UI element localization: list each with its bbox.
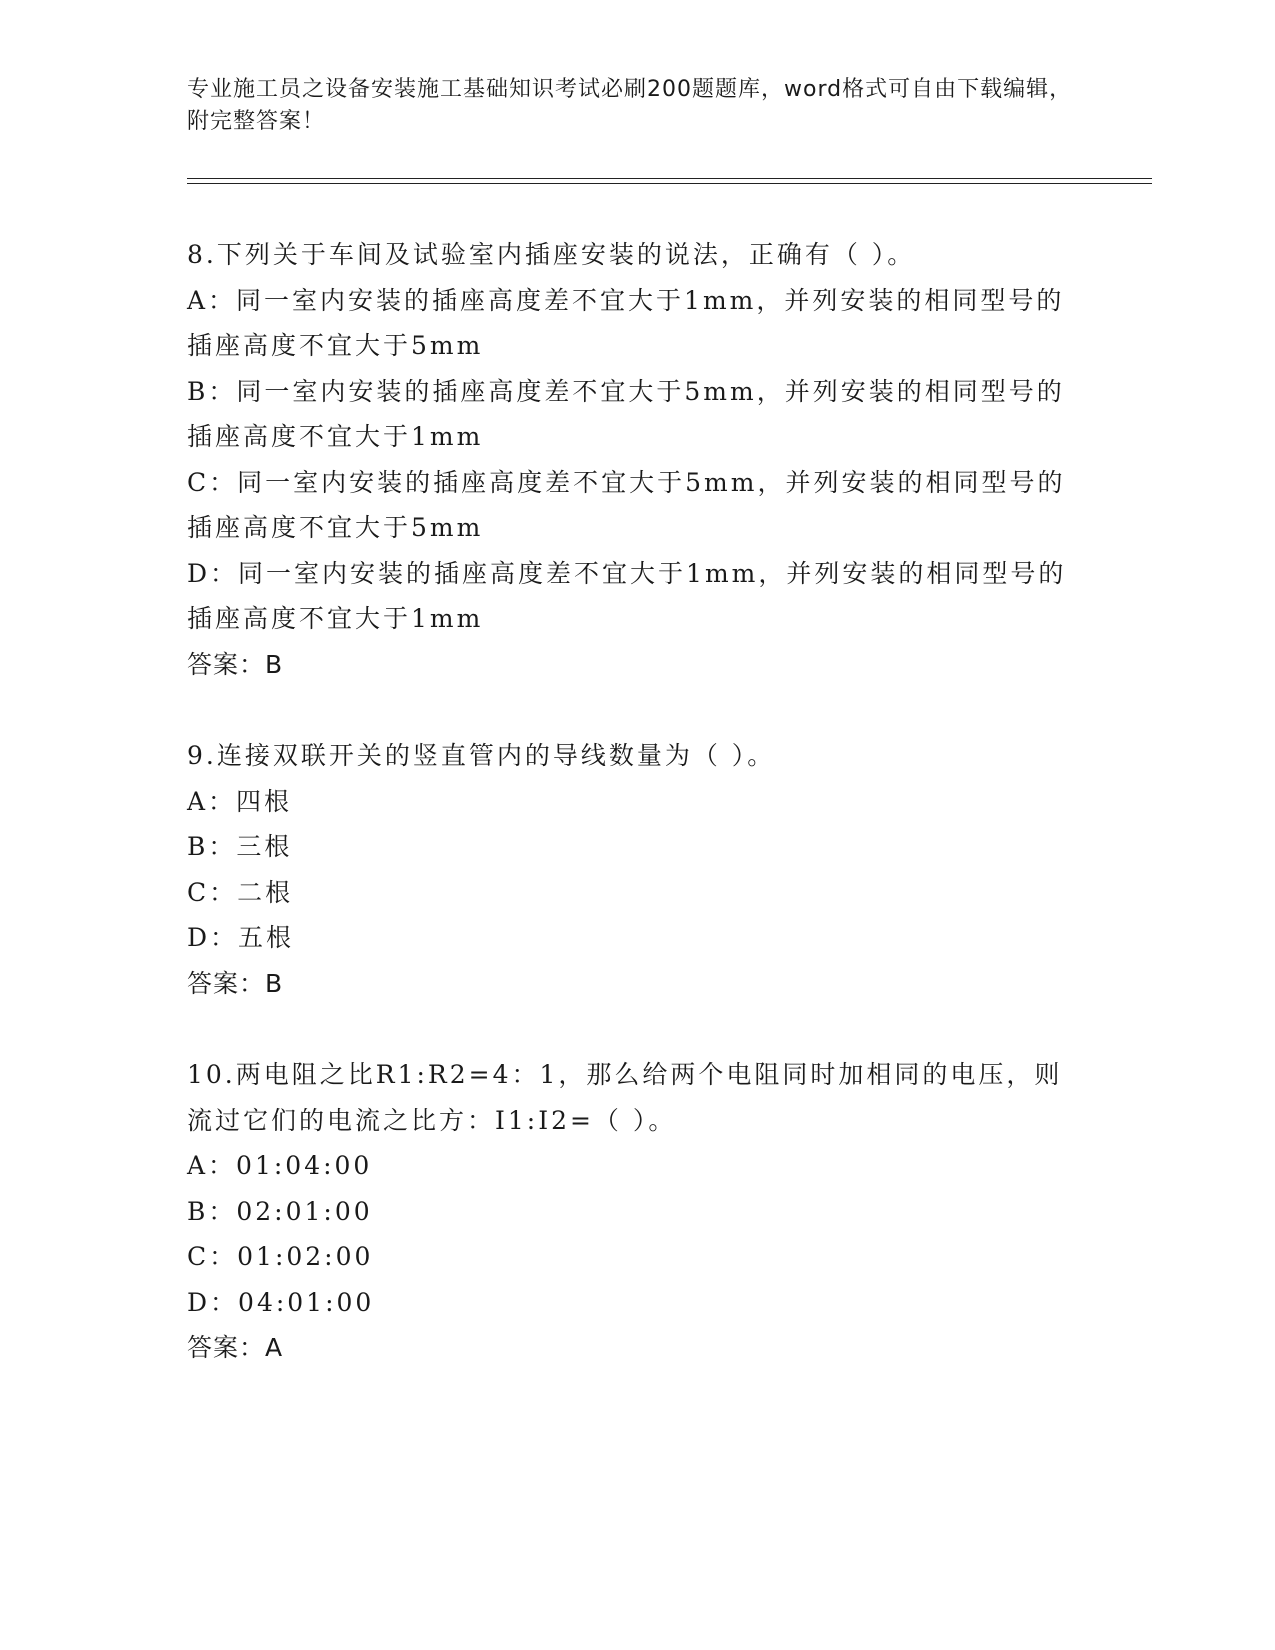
answer-text: 答案：B [187, 649, 284, 679]
question-stem: 8.下列关于车间及试验室内插座安装的说法，正确有（ ）。 [187, 240, 916, 269]
option-c: C：同一室内安装的插座高度差不宜大于5mm，并列安装的相同型号的插座高度不宜大于5mm [187, 467, 1066, 542]
question-stem: 10.两电阻之比R1:R2=4：1，那么给两个电阻同时加相同的电压，则流过它们的电流之比方：I1:I2=（ ）。 [187, 1060, 1063, 1135]
option-d: D：五根 [187, 923, 295, 952]
document-title: 专业施工员之设备安装施工基础知识考试必刷200题题库，word格式可自由下载编辑，附完整答案！ [187, 77, 1073, 134]
option-b: B：三根 [187, 832, 293, 861]
option-a: A：01:04:00 [187, 1151, 373, 1180]
option-b: B：02:01:00 [187, 1196, 373, 1226]
answer-text: 答案：B [187, 968, 284, 998]
question-10 [187, 1052, 1087, 1371]
question-8 [187, 232, 1087, 687]
question-stem: 9.连接双联开关的竖直管内的导线数量为（ ）。 [187, 741, 776, 770]
question-list [187, 232, 1087, 1417]
option-d: D：04:01:00 [187, 1287, 375, 1317]
header-divider-top [187, 178, 1152, 179]
answer-text: 答案：A [187, 1333, 284, 1362]
option-d: D：同一室内安装的插座高度差不宜大于1mm，并列安装的相同型号的插座高度不宜大于1mm [187, 558, 1067, 633]
header-divider-bottom [187, 183, 1152, 184]
option-c: C：01:02:00 [187, 1242, 374, 1271]
option-a: A：同一室内安装的插座高度差不宜大于1mm，并列安装的相同型号的插座高度不宜大于5mm [187, 285, 1065, 360]
option-c: C：二根 [187, 877, 294, 907]
option-b: B：同一室内安装的插座高度差不宜大于5mm，并列安装的相同型号的插座高度不宜大于1mm [187, 376, 1065, 451]
option-a: A：四根 [187, 786, 293, 816]
question-9 [187, 733, 1087, 1006]
